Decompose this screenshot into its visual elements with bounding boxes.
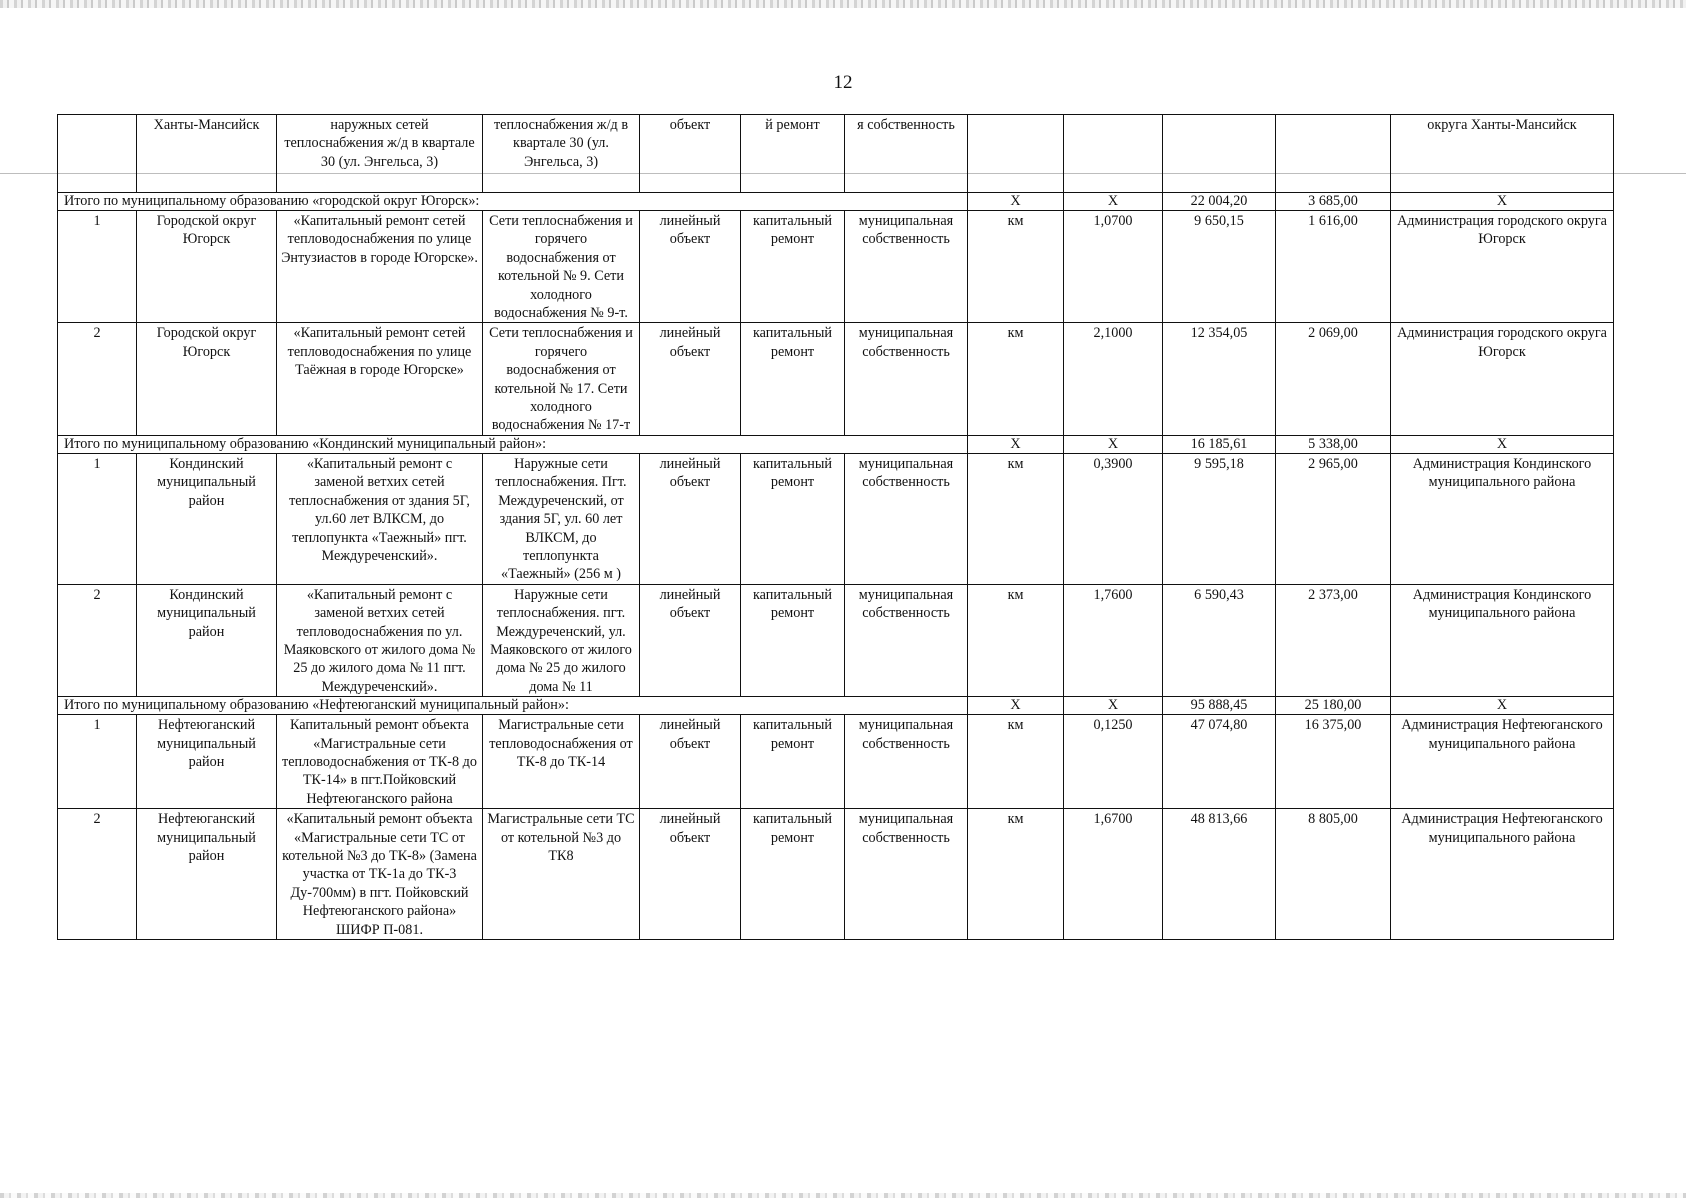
cell-unit: км bbox=[968, 584, 1064, 696]
total-amount: 25 180,00 bbox=[1276, 697, 1391, 715]
cell-object-type: линейный объект bbox=[640, 211, 741, 323]
cell-municipality: Кондинский муниципальный район bbox=[137, 584, 277, 696]
cell-cost: 6 590,43 bbox=[1163, 584, 1276, 696]
cell-n bbox=[58, 115, 137, 193]
cell-object-type: линейный объект bbox=[640, 453, 741, 584]
cell-work-type: капитальный ремонт bbox=[741, 809, 845, 940]
table-row bbox=[58, 715, 1614, 809]
cell-customer: Администрация Нефтеюганского муниципального района bbox=[1391, 715, 1614, 809]
cell-unit: км bbox=[968, 453, 1064, 584]
cell-object-description: Наружные сети теплоснабжения. Пгт. Междуреченский, от здания 5Г, ул. 60 лет ВЛКСМ, до теплопункта «Таежный» (256 м ) bbox=[483, 453, 640, 584]
total-amount: 3 685,00 bbox=[1276, 193, 1391, 211]
cell-n: 1 bbox=[58, 453, 137, 584]
total-capacity: Х bbox=[1064, 193, 1163, 211]
cell-municipality: Кондинский муниципальный район bbox=[137, 453, 277, 584]
cell-ownership: муниципальная собственность bbox=[845, 715, 968, 809]
total-unit: Х bbox=[968, 697, 1064, 715]
cell-object-description: Магистральные сети ТС от котельной №3 до ТК8 bbox=[483, 809, 640, 940]
cell-work-type: капитальный ремонт bbox=[741, 453, 845, 584]
cell-capacity bbox=[1064, 115, 1163, 193]
total-customer: Х bbox=[1391, 697, 1614, 715]
cell-object-type: объект bbox=[640, 115, 741, 193]
cell-work-type: капитальный ремонт bbox=[741, 715, 845, 809]
total-row bbox=[58, 697, 1614, 715]
total-customer: Х bbox=[1391, 435, 1614, 453]
total-customer: Х bbox=[1391, 193, 1614, 211]
table-row bbox=[58, 453, 1614, 584]
cell-customer: Администрация Нефтеюганского муниципального района bbox=[1391, 809, 1614, 940]
cell-ownership: я собственность bbox=[845, 115, 968, 193]
cell-ownership: муниципальная собственность bbox=[845, 453, 968, 584]
projects-table bbox=[57, 114, 1614, 940]
cell-cost: 9 595,18 bbox=[1163, 453, 1276, 584]
cell-object-name: «Капитальный ремонт с заменой ветхих сетей тепловодоснабжения по ул. Маяковского от жилого дома № 25 до жилого дома № 11 пгт. Междуреченский». bbox=[277, 584, 483, 696]
cell-municipality: Городской округ Югорск bbox=[137, 323, 277, 435]
cell-object-name: «Капитальный ремонт сетей тепловодоснабжения по улице Энтузиастов в городе Югорске». bbox=[277, 211, 483, 323]
cell-municipality: Ханты-Мансийск bbox=[137, 115, 277, 193]
cell-cost: 47 074,80 bbox=[1163, 715, 1276, 809]
cell-ownership: муниципальная собственность bbox=[845, 211, 968, 323]
cell-capacity: 1,0700 bbox=[1064, 211, 1163, 323]
cell-object-name: наружных сетей теплоснабжения ж/д в квартале 30 (ул. Энгельса, 3) bbox=[277, 115, 483, 193]
cell-municipality: Нефтеюганский муниципальный район bbox=[137, 809, 277, 940]
cell-object-type: линейный объект bbox=[640, 323, 741, 435]
cell-object-type: линейный объект bbox=[640, 715, 741, 809]
cell-unit: км bbox=[968, 323, 1064, 435]
cell-object-name: «Капитальный ремонт сетей тепловодоснабжения по улице Таёжная в городе Югорске» bbox=[277, 323, 483, 435]
cell-municipality: Городской округ Югорск bbox=[137, 211, 277, 323]
cell-object-name: «Капитальный ремонт с заменой ветхих сетей теплоснабжения от здания 5Г, ул.60 лет ВЛКСМ, до теплопункта «Таежный» пгт. Междуреченский». bbox=[277, 453, 483, 584]
total-label: Итого по муниципальному образованию «Нефтеюганский муниципальный район»: bbox=[58, 697, 968, 715]
cell-amount: 1 616,00 bbox=[1276, 211, 1391, 323]
cell-amount: 8 805,00 bbox=[1276, 809, 1391, 940]
total-unit: Х bbox=[968, 435, 1064, 453]
cell-capacity: 1,7600 bbox=[1064, 584, 1163, 696]
cell-amount: 2 069,00 bbox=[1276, 323, 1391, 435]
total-cost: 95 888,45 bbox=[1163, 697, 1276, 715]
total-label: Итого по муниципальному образованию «Кондинский муниципальный район»: bbox=[58, 435, 968, 453]
cell-amount bbox=[1276, 115, 1391, 193]
cell-capacity: 0,1250 bbox=[1064, 715, 1163, 809]
cell-n: 2 bbox=[58, 809, 137, 940]
cell-work-type: й ремонт bbox=[741, 115, 845, 193]
cell-cost: 48 813,66 bbox=[1163, 809, 1276, 940]
total-capacity: Х bbox=[1064, 697, 1163, 715]
cell-object-description: Наружные сети теплоснабжения. пгт. Междуреченский, ул. Маяковского от жилого дома № 25 до жилого дома № 11 bbox=[483, 584, 640, 696]
projects-table-body bbox=[58, 115, 1614, 940]
cell-work-type: капитальный ремонт bbox=[741, 211, 845, 323]
scan-edge-top bbox=[0, 0, 1686, 8]
cell-capacity: 0,3900 bbox=[1064, 453, 1163, 584]
cell-object-name: Капитальный ремонт объекта «Магистральные сети тепловодоснабжения от ТК-8 до ТК-14» в пгт.Пойковский Нефтеюганского района bbox=[277, 715, 483, 809]
cell-amount: 2 373,00 bbox=[1276, 584, 1391, 696]
total-cost: 16 185,61 bbox=[1163, 435, 1276, 453]
cell-ownership: муниципальная собственность bbox=[845, 323, 968, 435]
total-cost: 22 004,20 bbox=[1163, 193, 1276, 211]
cell-cost: 9 650,15 bbox=[1163, 211, 1276, 323]
total-row bbox=[58, 193, 1614, 211]
cell-ownership: муниципальная собственность bbox=[845, 809, 968, 940]
cell-capacity: 1,6700 bbox=[1064, 809, 1163, 940]
cell-object-description: теплоснабжения ж/д в квартале 30 (ул. Энгельса, 3) bbox=[483, 115, 640, 193]
cell-unit: км bbox=[968, 715, 1064, 809]
table-row bbox=[58, 809, 1614, 940]
cell-n: 2 bbox=[58, 323, 137, 435]
cell-customer: Администрация Кондинского муниципального района bbox=[1391, 453, 1614, 584]
table-row bbox=[58, 584, 1614, 696]
cell-n: 2 bbox=[58, 584, 137, 696]
cell-municipality: Нефтеюганский муниципальный район bbox=[137, 715, 277, 809]
cell-ownership: муниципальная собственность bbox=[845, 584, 968, 696]
continuation-row bbox=[58, 115, 1614, 193]
cell-customer: округа Ханты-Мансийск bbox=[1391, 115, 1614, 193]
cell-cost: 12 354,05 bbox=[1163, 323, 1276, 435]
cell-capacity: 2,1000 bbox=[1064, 323, 1163, 435]
cell-unit: км bbox=[968, 809, 1064, 940]
total-capacity: Х bbox=[1064, 435, 1163, 453]
cell-object-description: Магистральные сети тепловодоснабжения от ТК-8 до ТК-14 bbox=[483, 715, 640, 809]
scan-edge-bottom bbox=[0, 1193, 1686, 1198]
cell-object-type: линейный объект bbox=[640, 809, 741, 940]
cell-unit bbox=[968, 115, 1064, 193]
cell-object-description: Сети теплоснабжения и горячего водоснабжения от котельной № 17. Сети холодного водоснабжения № 17-т bbox=[483, 323, 640, 435]
total-label: Итого по муниципальному образованию «городской округ Югорск»: bbox=[58, 193, 968, 211]
total-row bbox=[58, 435, 1614, 453]
cell-n: 1 bbox=[58, 715, 137, 809]
cell-work-type: капитальный ремонт bbox=[741, 584, 845, 696]
table-row bbox=[58, 323, 1614, 435]
cell-work-type: капитальный ремонт bbox=[741, 323, 845, 435]
cell-cost bbox=[1163, 115, 1276, 193]
total-amount: 5 338,00 bbox=[1276, 435, 1391, 453]
cell-n: 1 bbox=[58, 211, 137, 323]
table-row bbox=[58, 211, 1614, 323]
cell-object-type: линейный объект bbox=[640, 584, 741, 696]
cell-amount: 2 965,00 bbox=[1276, 453, 1391, 584]
cell-customer: Администрация Кондинского муниципального района bbox=[1391, 584, 1614, 696]
cell-unit: км bbox=[968, 211, 1064, 323]
total-unit: Х bbox=[968, 193, 1064, 211]
cell-amount: 16 375,00 bbox=[1276, 715, 1391, 809]
cell-object-name: «Капитальный ремонт объекта «Магистральные сети ТС от котельной №3 до ТК-8» (Замена участка от ТК-1а до ТК-3 Ду-700мм) в пгт. Пойковский Нефтеюганского района» ШИФР П-081. bbox=[277, 809, 483, 940]
cell-customer: Администрация городского округа Югорск bbox=[1391, 211, 1614, 323]
page-number: 12 bbox=[833, 72, 853, 93]
cell-object-description: Сети теплоснабжения и горячего водоснабжения от котельной № 9. Сети холодного водоснабжения № 9-т. bbox=[483, 211, 640, 323]
cell-customer: Администрация городского округа Югорск bbox=[1391, 323, 1614, 435]
